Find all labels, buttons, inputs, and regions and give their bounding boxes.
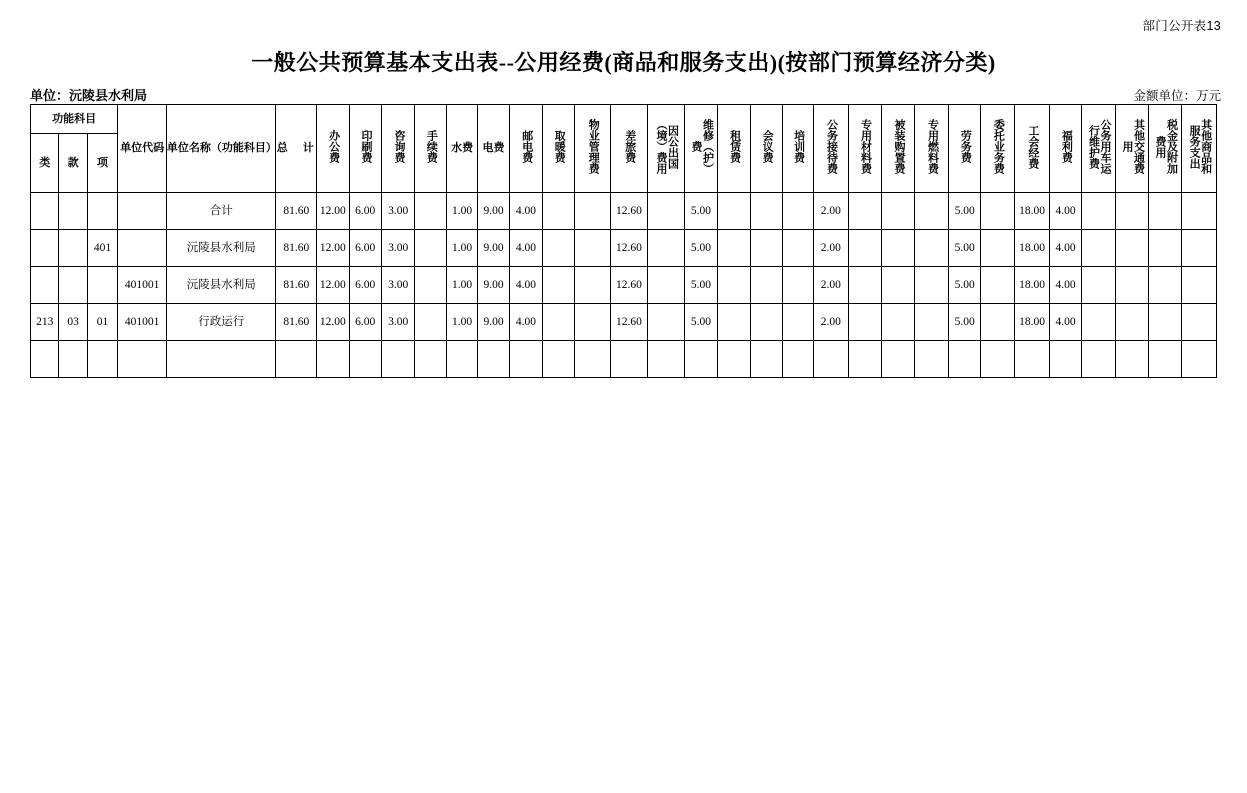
cell-labor: 5.00	[948, 230, 980, 267]
cell-kuan	[59, 230, 87, 267]
cell-reception: 2.00	[814, 193, 848, 230]
cell-labor: 5.00	[948, 267, 980, 304]
cell-other-goods	[1182, 230, 1217, 267]
cell-total: 81.60	[276, 267, 317, 304]
cell-unit-code: 401001	[118, 304, 167, 341]
cell-entrust	[981, 267, 1014, 304]
form-number-note: 部门公开表13	[1142, 19, 1221, 33]
cell-lei: 213	[31, 304, 59, 341]
cell-union: 18.00	[1014, 193, 1050, 230]
header-union: 工会经费	[1014, 105, 1050, 193]
cell-vehicle	[1081, 230, 1115, 267]
header-consulting: 咨询费	[381, 105, 414, 193]
cell-entrust	[981, 230, 1014, 267]
header-printing: 印刷费	[349, 105, 381, 193]
cell-abroad	[647, 267, 685, 304]
cell-other-transport	[1116, 304, 1148, 341]
cell-electricity: 9.00	[478, 230, 509, 267]
cell-electricity: 9.00	[478, 304, 509, 341]
cell-consulting: 3.00	[381, 267, 414, 304]
amount-unit-label: 金额单位：万元	[1133, 89, 1221, 103]
cell-meeting	[751, 193, 782, 230]
cell-other-transport	[1116, 230, 1148, 267]
page-title: 一般公共预算基本支出表--公用经费(商品和服务支出)(按部门预算经济分类)	[251, 50, 996, 75]
cell-electricity: 9.00	[478, 193, 509, 230]
cell-special-material	[848, 193, 881, 230]
header-property: 物业管理费	[574, 105, 611, 193]
header-reception: 公务接待费	[814, 105, 848, 193]
header-special-material: 专用材料费	[848, 105, 881, 193]
cell-labor: 5.00	[948, 193, 980, 230]
cell-unit-code	[118, 230, 167, 267]
cell-water: 1.00	[446, 230, 477, 267]
cell-union: 18.00	[1014, 304, 1050, 341]
cell-property	[574, 341, 611, 378]
cell-handling	[415, 267, 446, 304]
cell-office: 12.00	[317, 267, 349, 304]
cell-abroad	[647, 193, 685, 230]
cell-xiang	[87, 193, 117, 230]
cell-electricity	[478, 341, 509, 378]
cell-travel: 12.60	[611, 267, 648, 304]
cell-abroad	[647, 341, 685, 378]
cell-heating	[543, 304, 574, 341]
header-electricity: 电费	[478, 105, 509, 193]
cell-special-material	[848, 267, 881, 304]
cell-abroad	[647, 230, 685, 267]
cell-water: 1.00	[446, 304, 477, 341]
cell-consulting: 3.00	[381, 304, 414, 341]
cell-maintenance: 5.00	[685, 193, 717, 230]
header-heating: 取暖费	[543, 105, 574, 193]
cell-welfare: 4.00	[1050, 267, 1081, 304]
cell-travel: 12.60	[611, 193, 648, 230]
header-maintenance: 维修（护）费	[685, 105, 717, 193]
cell-vehicle	[1081, 193, 1115, 230]
cell-special-fuel	[915, 267, 948, 304]
cell-entrust	[981, 193, 1014, 230]
cell-welfare	[1050, 341, 1081, 378]
table-body	[31, 193, 1217, 378]
cell-union: 18.00	[1014, 230, 1050, 267]
header-lei: 类	[31, 134, 59, 193]
cell-training	[782, 304, 813, 341]
cell-office: 12.00	[317, 230, 349, 267]
cell-water: 1.00	[446, 267, 477, 304]
cell-other-transport	[1116, 193, 1148, 230]
cell-total: 81.60	[276, 230, 317, 267]
header-vehicle: 公务用车运行维护费	[1081, 105, 1115, 193]
cell-lei	[31, 341, 59, 378]
cell-other-goods	[1182, 267, 1217, 304]
table-row	[31, 193, 1217, 230]
header-abroad: 因公出国（境）费用	[647, 105, 685, 193]
cell-rent	[717, 267, 750, 304]
cell-post: 4.00	[509, 193, 542, 230]
cell-total: 81.60	[276, 193, 317, 230]
cell-tax	[1148, 230, 1181, 267]
cell-uniform	[881, 341, 914, 378]
cell-maintenance: 5.00	[685, 267, 717, 304]
cell-maintenance: 5.00	[685, 304, 717, 341]
cell-union	[1014, 341, 1050, 378]
cell-travel: 12.60	[611, 230, 648, 267]
header-post: 邮电费	[509, 105, 542, 193]
cell-handling	[415, 304, 446, 341]
cell-total	[276, 341, 317, 378]
cell-tax	[1148, 193, 1181, 230]
table-header-row-1	[31, 105, 1217, 134]
cell-other-goods	[1182, 193, 1217, 230]
cell-xiang: 401	[87, 230, 117, 267]
cell-tax	[1148, 267, 1181, 304]
table-row	[31, 341, 1217, 378]
cell-unit-name: 行政运行	[166, 304, 276, 341]
cell-property	[574, 230, 611, 267]
cell-lei	[31, 230, 59, 267]
cell-unit-name: 沅陵县水利局	[166, 230, 276, 267]
cell-labor: 5.00	[948, 304, 980, 341]
unit-label: 单位：沅陵县水利局	[30, 88, 148, 103]
cell-heating	[543, 230, 574, 267]
header-handling: 手续费	[415, 105, 446, 193]
cell-special-fuel	[915, 341, 948, 378]
cell-vehicle	[1081, 341, 1115, 378]
cell-rent	[717, 230, 750, 267]
cell-unit-code	[118, 341, 167, 378]
cell-xiang	[87, 267, 117, 304]
cell-meeting	[751, 341, 782, 378]
header-unit-code: 单位代码	[118, 105, 167, 193]
cell-union: 18.00	[1014, 267, 1050, 304]
cell-electricity: 9.00	[478, 267, 509, 304]
cell-vehicle	[1081, 304, 1115, 341]
cell-special-fuel	[915, 193, 948, 230]
cell-vehicle	[1081, 267, 1115, 304]
cell-consulting: 3.00	[381, 193, 414, 230]
header-meeting: 会议费	[751, 105, 782, 193]
cell-meeting	[751, 230, 782, 267]
cell-property	[574, 304, 611, 341]
header-training: 培训费	[782, 105, 813, 193]
cell-office	[317, 341, 349, 378]
cell-handling	[415, 341, 446, 378]
cell-maintenance	[685, 341, 717, 378]
budget-table	[30, 104, 1217, 378]
cell-training	[782, 230, 813, 267]
cell-xiang	[87, 341, 117, 378]
cell-printing: 6.00	[349, 267, 381, 304]
header-other-transport: 其他交通费用	[1116, 105, 1148, 193]
cell-special-material	[848, 341, 881, 378]
cell-rent	[717, 341, 750, 378]
cell-uniform	[881, 230, 914, 267]
cell-special-material	[848, 230, 881, 267]
cell-post: 4.00	[509, 267, 542, 304]
cell-special-fuel	[915, 304, 948, 341]
cell-printing: 6.00	[349, 230, 381, 267]
header-tax: 税金及附加费用	[1148, 105, 1181, 193]
cell-entrust	[981, 304, 1014, 341]
header-office: 办公费	[317, 105, 349, 193]
cell-reception: 2.00	[814, 230, 848, 267]
cell-meeting	[751, 267, 782, 304]
header-labor: 劳务费	[948, 105, 980, 193]
header-travel: 差旅费	[611, 105, 648, 193]
cell-kuan	[59, 193, 87, 230]
cell-xiang: 01	[87, 304, 117, 341]
cell-printing	[349, 341, 381, 378]
cell-meeting	[751, 304, 782, 341]
cell-uniform	[881, 267, 914, 304]
cell-tax	[1148, 304, 1181, 341]
cell-post	[509, 341, 542, 378]
cell-training	[782, 193, 813, 230]
cell-tax	[1148, 341, 1181, 378]
cell-unit-name: 合计	[166, 193, 276, 230]
cell-water: 1.00	[446, 193, 477, 230]
cell-maintenance: 5.00	[685, 230, 717, 267]
header-other-goods: 其他商品和服务支出	[1182, 105, 1217, 193]
header-water: 水费	[446, 105, 477, 193]
cell-heating	[543, 341, 574, 378]
cell-rent	[717, 304, 750, 341]
cell-kuan: 03	[59, 304, 87, 341]
cell-other-goods	[1182, 304, 1217, 341]
table-row	[31, 267, 1217, 304]
header-function-subject: 功能科目	[31, 105, 118, 134]
cell-special-material	[848, 304, 881, 341]
cell-welfare: 4.00	[1050, 193, 1081, 230]
cell-heating	[543, 193, 574, 230]
table-row	[31, 304, 1217, 341]
cell-water	[446, 341, 477, 378]
cell-entrust	[981, 341, 1014, 378]
cell-uniform	[881, 193, 914, 230]
cell-labor	[948, 341, 980, 378]
header-welfare: 福利费	[1050, 105, 1081, 193]
header-entrust: 委托业务费	[981, 105, 1014, 193]
cell-office: 12.00	[317, 193, 349, 230]
cell-lei	[31, 267, 59, 304]
header-special-fuel: 专用燃料费	[915, 105, 948, 193]
cell-reception: 2.00	[814, 267, 848, 304]
cell-consulting	[381, 341, 414, 378]
cell-reception: 2.00	[814, 304, 848, 341]
cell-special-fuel	[915, 230, 948, 267]
cell-office: 12.00	[317, 304, 349, 341]
cell-post: 4.00	[509, 230, 542, 267]
cell-other-goods	[1182, 341, 1217, 378]
header-xiang: 项	[87, 134, 117, 193]
cell-travel	[611, 341, 648, 378]
cell-unit-code: 401001	[118, 267, 167, 304]
cell-training	[782, 341, 813, 378]
cell-unit-name	[166, 341, 276, 378]
cell-welfare: 4.00	[1050, 304, 1081, 341]
table-row	[31, 230, 1217, 267]
cell-other-transport	[1116, 341, 1148, 378]
cell-training	[782, 267, 813, 304]
cell-reception	[814, 341, 848, 378]
cell-kuan	[59, 341, 87, 378]
header-uniform: 被装购置费	[881, 105, 914, 193]
cell-kuan	[59, 267, 87, 304]
header-kuan: 款	[59, 134, 87, 193]
cell-handling	[415, 193, 446, 230]
cell-property	[574, 193, 611, 230]
cell-abroad	[647, 304, 685, 341]
cell-rent	[717, 193, 750, 230]
header-total: 总 计	[276, 105, 317, 193]
cell-unit-code	[118, 193, 167, 230]
cell-printing: 6.00	[349, 193, 381, 230]
cell-other-transport	[1116, 267, 1148, 304]
header-unit-name: 单位名称（功能科目）	[166, 105, 276, 193]
cell-property	[574, 267, 611, 304]
cell-post: 4.00	[509, 304, 542, 341]
cell-lei	[31, 193, 59, 230]
cell-printing: 6.00	[349, 304, 381, 341]
cell-welfare: 4.00	[1050, 230, 1081, 267]
cell-unit-name: 沅陵县水利局	[166, 267, 276, 304]
cell-uniform	[881, 304, 914, 341]
header-rent: 租赁费	[717, 105, 750, 193]
cell-handling	[415, 230, 446, 267]
cell-travel: 12.60	[611, 304, 648, 341]
cell-consulting: 3.00	[381, 230, 414, 267]
cell-total: 81.60	[276, 304, 317, 341]
cell-heating	[543, 267, 574, 304]
